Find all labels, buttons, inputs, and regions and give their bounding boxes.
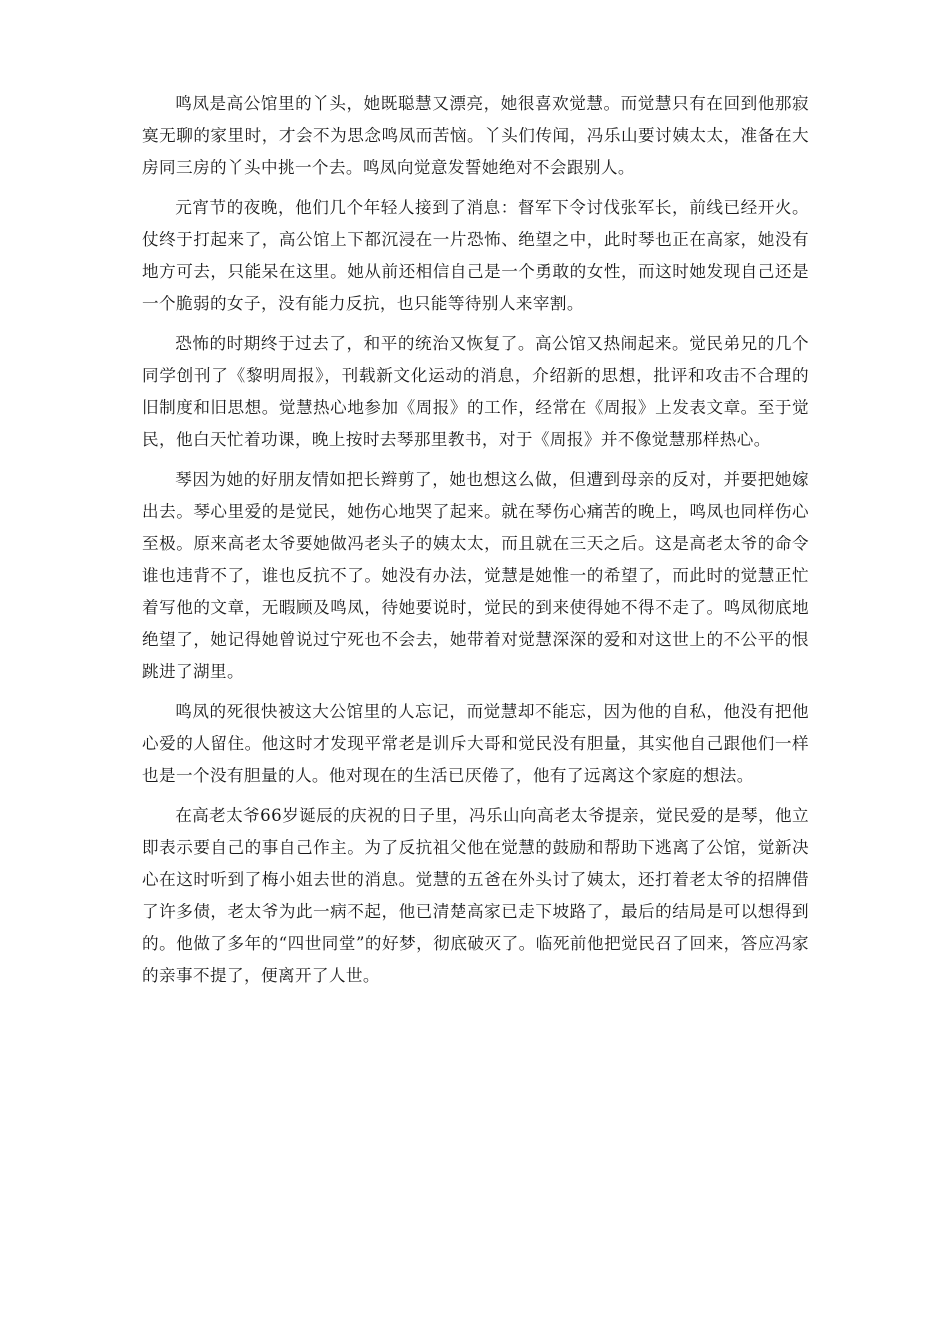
- paragraph: 恐怖的时期终于过去了，和平的统治又恢复了。高公馆又热闹起来。觉民弟兄的几个同学创刊了《黎明周报》，刊载新文化运动的消息，介绍新的思想，批评和攻击不合理的旧制度和旧思想。觉慧热心地参加《周报》的工作，经常在《周报》上发表文章。至于觉民，他白天忙着功课，晚上按时去琴那里教书，对于《周报》并不像觉慧那样热心。: [142, 334, 809, 449]
- paragraph: 琴因为她的好朋友情如把长辫剪了，她也想这么做，但遭到母亲的反对，并要把她嫁出去。琴心里爱的是觉民，她伤心地哭了起来。就在琴伤心痛苦的晚上，鸣凤也同样伤心至极。原来高老太爷要她做冯老头子的姨太太，而且就在三天之后。这是高老太爷的命令谁也违背不了，谁也反抗不了。她没有办法，觉慧是她惟一的希望了，而此时的觉慧正忙着写他的文章，无暇顾及鸣凤，待她要说时，觉民的到来使得她不得不走了。鸣凤彻底地绝望了，她记得她曾说过宁死也不会去，她带着对觉慧深深的爱和对这世上的不公平的恨跳进了湖里。: [142, 470, 809, 681]
- paragraph: 在高老太爷66岁诞辰的庆祝的日子里，冯乐山向高老太爷提亲，觉民爱的是琴，他立即表示要自己的事自己作主。为了反抗祖父他在觉慧的鼓励和帮助下逃离了公馆，觉新决心在这时听到了梅小姐去世的消息。觉慧的五爸在外头讨了姨太，还打着老太爷的招牌借了许多债，老太爷为此一病不起，他已清楚高家已走下坡路了，最后的结局是可以想得到的。他做了多年的“四世同堂”的好梦，彻底破灭了。临死前他把觉民召了回来，答应冯家的亲事不提了，便离开了人世。: [142, 806, 809, 985]
- paragraph: 鸣凤的死很快被这大公馆里的人忘记，而觉慧却不能忘，因为他的自私，他没有把他心爱的人留住。他这时才发现平常老是训斥大哥和觉民没有胆量，其实他自己跟他们一样也是一个没有胆量的人。他对现在的生活已厌倦了，他有了远离这个家庭的想法。: [142, 702, 809, 785]
- paragraph: 元宵节的夜晚，他们几个年轻人接到了消息：督军下令讨伐张军长，前线已经开火。仗终于打起来了，高公馆上下都沉浸在一片恐怖、绝望之中，此时琴也正在高家，她没有地方可去，只能呆在这里。她从前还相信自己是一个勇敢的女性，而这时她发现自己还是一个脆弱的女子，没有能力反抗，也只能等待别人来宰割。: [142, 198, 809, 313]
- paragraph: 鸣凤是高公馆里的丫头，她既聪慧又漂亮，她很喜欢觉慧。而觉慧只有在回到他那寂寞无聊的家里时，才会不为思念鸣凤而苦恼。丫头们传闻，冯乐山要讨姨太太，准备在大房同三房的丫头中挑一个去。鸣凤向觉意发誓她绝对不会跟别人。: [142, 94, 809, 177]
- document-body: [142, 88, 809, 1000]
